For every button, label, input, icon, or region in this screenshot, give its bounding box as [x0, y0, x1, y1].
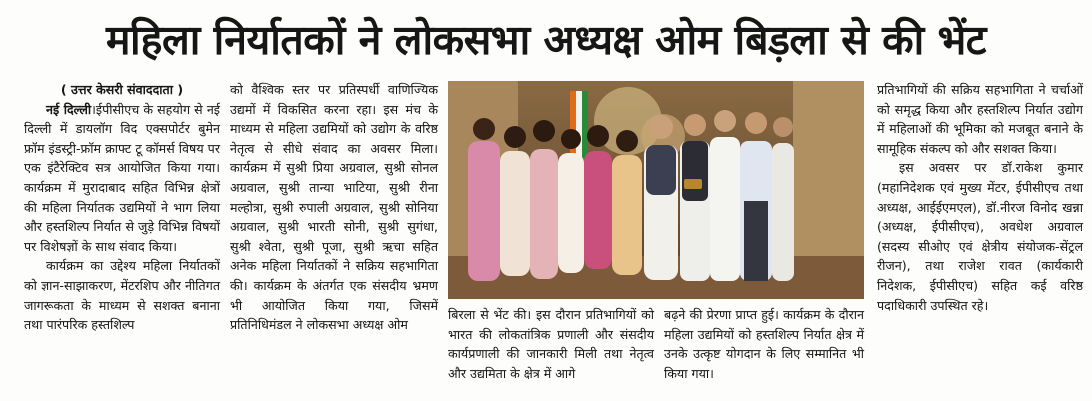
paragraph: बढ़ने की प्रेरणा प्राप्त हुई। कार्यक्रम के दौरान महिला उद्यमियों को हस्तशिल्प निर्यात क्षेत्र में उनके उत्कृष्ट योगदान के लिए सम्मानित भी किया गया।: [664, 307, 864, 381]
byline-text: ( उत्तर केसरी संवाददाता ): [60, 82, 184, 97]
paragraph: बिरला से भेंट की। इस दौरान प्रतिभागियों को भारत की लोकतांत्रिक प्रणाली और संसदीय कार्यप्रणाली की जानकारी मिली तथा नेतृत्व और उद्यमिता के क्षेत्र में आगे: [448, 307, 654, 381]
paragraph-text: ।ईपीसीएच के सहयोग से नई दिल्ली में डायलॉग विद एक्सपोर्टर बुमेन फ्रॉम इंडस्ट्री-फ्रॉम क्राफ्ट टू कॉमर्स विषय पर एक इंटैरेक्टिव सत्र आयोजित किया गया। कार्यक्रम में मुरादाबाद सहित विभिन्न क्षेत्रों की महिला निर्यातक उद्यमियों ने भाग लिया और हस्तशिल्प निर्यात से जुड़े विभिन्न विषयों पर विशेषज्ञों के साथ संवाद किया।: [24, 101, 220, 254]
previous-article-cut-text: [0, 0, 1092, 7]
headline: महिला निर्यातकों ने लोकसभा अध्यक्ष ओम बिड़ला से की भेंट: [106, 16, 986, 64]
paragraph: इस अवसर पर डॉ.राकेश कुमार (महानिदेशक एवं मुख्य मेंटर, ईपीसीएच तथा अध्यक्ष, आईईएमएल), डॉ.नीरज विनोद खन्ना (अध्यक्ष, ईपीसीएच), अवधेश अग्रवाल (सदस्य सीओए एवं क्षेत्रीय संयोजक-सेंट्रल रीजन), तथा राजेश रावत (कार्यकारी निदेशक, ईपीसीएच) सहित कई वरिष्ठ पदाधिकारी उपस्थित रहे।: [877, 160, 1083, 313]
article-column-1: [24, 80, 220, 335]
paragraph: [24, 100, 220, 257]
photo-group-meeting-illustration: [448, 81, 864, 299]
paragraph: को वैश्विक स्तर पर प्रतिस्पर्धी वाणिज्यिक उद्यमों में विकसित करना रहा। इस मंच के माध्यम से महिला उद्यमियों को उद्योग के वरिष्ठ नेतृत्व से सीधे संवाद का अवसर मिला। कार्यक्रम में सुश्री प्रिया अग्रवाल, सुश्री सोनल अग्रवाल, सुश्री तान्या भाटिया, सुश्री रीना मल्होत्रा, सुश्री रुपाली अग्रवाल, सुश्री सोनिया अग्रवाल, सुश्री भारती सोनी, सुश्री सुगंधा, सुश्री श्वेता, सुश्री पूजा, सुश्री ऋचा सहित अनेक महिला निर्यातकों ने सक्रिय सहभागिता की। कार्यक्रम के अंतर्गत एक संसदीय भ्रमण भी आयोजित किया गया, जिसमें प्रतिनिधिमंडल ने लोकसभा अध्यक्ष ओम: [230, 82, 438, 333]
paragraph: प्रतिभागियों की सक्रिय सहभागिता ने चर्चाओं को समृद्ध किया और हस्तशिल्प निर्यात उद्योग में महिलाओं की भूमिका को मजबूत बनाने के सामूहिक संकल्प को और सशक्त किया।: [877, 82, 1083, 156]
dateline: नई दिल्ली: [46, 101, 92, 117]
article-column-3: [448, 305, 654, 383]
article-column-5: [877, 80, 1083, 315]
paragraph: कार्यक्रम का उद्देश्य महिला निर्यातकों को ज्ञान-साझाकरण, मेंटरशिप और नीतिगत जागरूकता के माध्यम से सशक्त बनाना तथा पारंपरिक हस्तशिल्प: [24, 258, 220, 333]
article-column-4: [664, 305, 864, 383]
news-photo: [448, 81, 864, 299]
byline: [24, 80, 220, 100]
article-column-2: [230, 80, 438, 335]
